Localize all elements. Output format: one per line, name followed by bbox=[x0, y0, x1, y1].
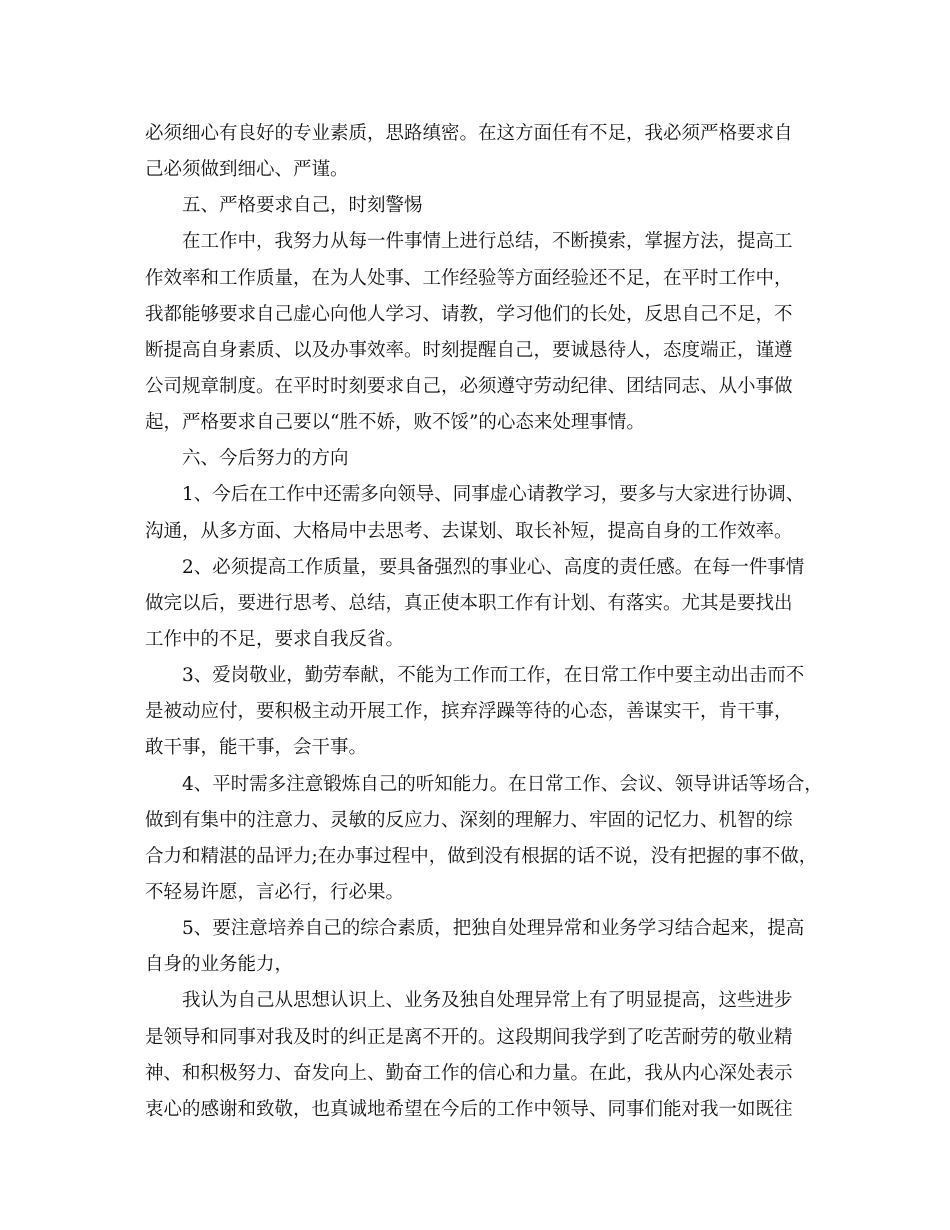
text-line: 己必须做到细心、严谨。 bbox=[145, 159, 349, 181]
text-line: 沟通，从多方面、大格局中去思考、去谋划、取长补短，提高自身的工作效率。 bbox=[145, 520, 793, 542]
text-line: 工作中的不足，要求自我反省。 bbox=[145, 628, 405, 650]
text-line: 断提高自身素质、以及办事效率。时刻提醒自己，要诚恳待人，态度端正，谨遵 bbox=[145, 339, 793, 361]
text-line: 公司规章制度。在平时时刻要求自己，必须遵守劳动纪律、团结同志、从小事做 bbox=[145, 375, 793, 397]
text-line: 我都能够要求自己虚心向他人学习、请教，学习他们的长处，反思自己不足，不 bbox=[145, 303, 793, 325]
text-line: 敢干事，能干事，会干事。 bbox=[145, 737, 368, 759]
text-line: 是被动应付，要积极主动开展工作，摈弃浮躁等待的心态，善谋实干，肯干事， bbox=[145, 701, 793, 723]
text-line: 自身的业务能力， bbox=[145, 954, 294, 976]
text-line: 做完以后，要进行思考、总结，真正使本职工作有计划、有落实。尤其是要找出 bbox=[145, 592, 793, 614]
text-line: 3、爱岗敬业，勤劳奉献，不能为工作而工作，在日常工作中要主动出击而不 bbox=[182, 665, 805, 687]
text-line: 起，严格要求自己要以“胜不娇，败不馁”的心态来处理事情。 bbox=[145, 412, 645, 434]
text-line: 4、平时需多注意锻炼自己的听知能力。在日常工作、会议、领导讲话等场合， bbox=[182, 773, 823, 795]
text-line: 1、今后在工作中还需多向领导、同事虚心请教学习，要多与大家进行协调、 bbox=[182, 484, 805, 506]
text-line: 5、要注意培养自己的综合素质，把独自处理异常和业务学习结合起来，提高 bbox=[182, 918, 805, 940]
text-line: 是领导和同事对我及时的纠正是离不开的。这段期间我学到了吃苦耐劳的敬业精 bbox=[145, 1026, 793, 1048]
text-line: 不轻易许愿，言必行，行必果。 bbox=[145, 881, 405, 903]
document-body bbox=[145, 116, 835, 1128]
text-line: 六、今后努力的方向 bbox=[182, 448, 349, 470]
text-line: 做到有集中的注意力、灵敏的反应力、深刻的理解力、牢固的记忆力、机智的综 bbox=[145, 809, 793, 831]
text-line: 我认为自己从思想认识上、业务及独自处理异常上有了明显提高，这些进步 bbox=[182, 990, 793, 1012]
text-line: 必须细心有良好的专业素质，思路缜密。在这方面任有不足，我必须严格要求自 bbox=[145, 123, 793, 144]
text-line: 合力和精湛的品评力;在办事过程中，做到没有根据的话不说，没有把握的事不做， bbox=[145, 845, 818, 867]
text-line: 2、必须提高工作质量，要具备强烈的事业心、高度的责任感。在每一件事情 bbox=[182, 556, 805, 578]
text-line: 作效率和工作质量，在为人处事、工作经验等方面经验还不足，在平时工作中， bbox=[145, 267, 793, 289]
text-line: 衷心的感谢和致敬，也真诚地希望在今后的工作中领导、同事们能对我一如既往 bbox=[145, 1098, 793, 1120]
text-line: 在工作中，我努力从每一件事情上进行总结，不断摸索，掌握方法，提高工 bbox=[182, 231, 793, 253]
text-line: 神、和积极努力、奋发向上、勤奋工作的信心和力量。在此，我从内心深处表示 bbox=[145, 1062, 793, 1084]
text-line: 五、严格要求自己，时刻警惕 bbox=[182, 195, 423, 217]
